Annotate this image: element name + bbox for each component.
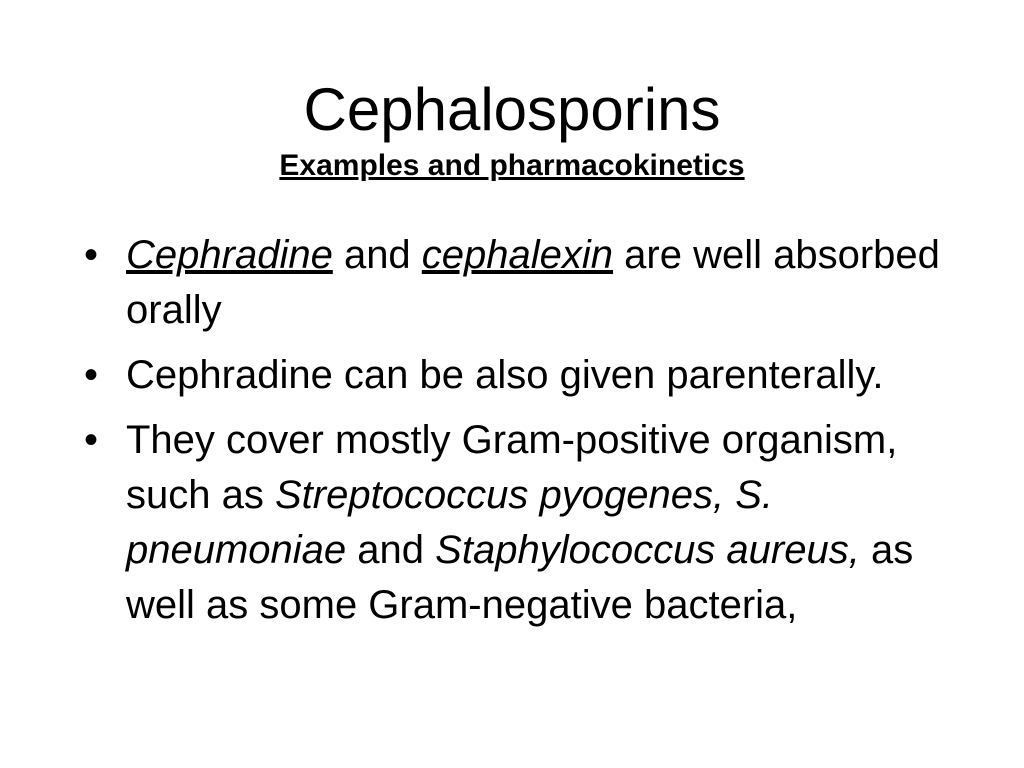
drug-name: Cephradine	[126, 233, 333, 277]
bullet-text-segment: are well absorbed orally	[126, 233, 940, 332]
bullet-text-3	[126, 418, 913, 627]
title-block	[0, 74, 1024, 184]
bullet-marker: •	[84, 353, 99, 397]
bullet-item-2	[84, 348, 944, 403]
bullet-text-segment: and	[332, 233, 422, 277]
bullet-marker: •	[84, 418, 99, 462]
bullet-text-segment: as well as some Gram-negative bacteria,	[126, 528, 914, 627]
organism-name: Streptococcus pyogenes, S. pneumoniae	[126, 473, 774, 572]
bullet-text-segment: They cover mostly Gram-positive organism, such as	[126, 418, 898, 517]
bullet-item-3	[84, 413, 944, 633]
bullet-text-segment: and	[346, 528, 436, 572]
bullet-list	[84, 228, 944, 643]
drug-name: cephalexin	[421, 233, 614, 277]
bullet-marker: •	[84, 233, 99, 277]
slide-subtitle: Examples and pharmacokinetics	[279, 149, 745, 182]
slide-title: Cephalosporins	[303, 76, 721, 143]
bullet-item-1	[84, 228, 944, 338]
organism-name: Staphylococcus aureus,	[435, 528, 860, 572]
bullet-text-segment: Cephradine can be also given parenterally.	[126, 353, 884, 397]
bullet-text-1	[126, 233, 940, 332]
bullet-text-2	[126, 353, 884, 397]
